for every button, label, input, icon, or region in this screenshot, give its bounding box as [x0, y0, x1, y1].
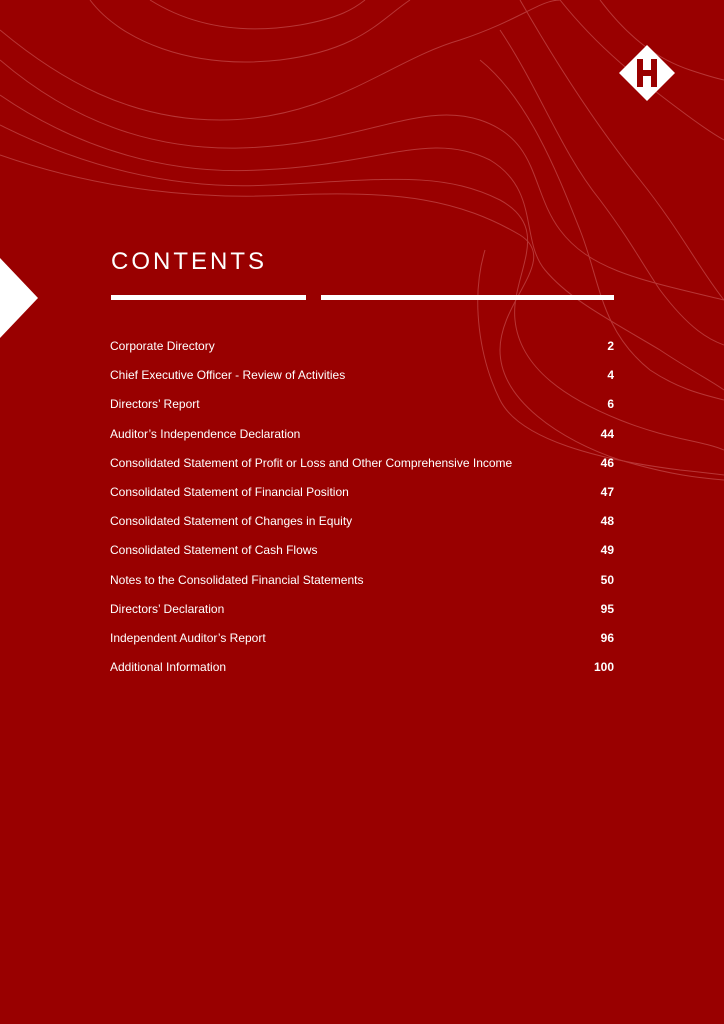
diamond-h-logo-icon	[618, 44, 676, 102]
toc-entry-page-number: 50	[600, 572, 614, 587]
title-underline-left	[111, 295, 306, 300]
toc-entry[interactable]	[110, 599, 614, 628]
toc-entry-page-number: 48	[600, 514, 614, 529]
toc-entry[interactable]	[110, 482, 614, 511]
toc-entry-label: Consolidated Statement of Changes in Equity	[110, 514, 353, 529]
toc-entry-label: Consolidated Statement of Financial Position	[110, 484, 349, 499]
toc-entry-page-number: 6	[607, 397, 614, 412]
toc-entry-page-number: 4	[607, 368, 614, 383]
toc-entry[interactable]	[110, 540, 614, 569]
toc-entry[interactable]	[110, 394, 614, 423]
toc-entry-label: Notes to the Consolidated Financial Statements	[110, 572, 364, 587]
toc-entry-page-number: 2	[607, 339, 614, 353]
toc-entry[interactable]	[110, 628, 614, 657]
toc-entry-label: Directors’ Report	[110, 397, 200, 412]
toc-entry-page-number: 95	[600, 601, 614, 616]
toc-entry[interactable]	[110, 336, 614, 365]
table-of-contents	[110, 336, 614, 686]
page-title: CONTENTS	[111, 248, 267, 275]
toc-entry[interactable]	[110, 511, 614, 540]
toc-entry-label: Directors’ Declaration	[110, 601, 225, 616]
toc-entry-label: Chief Executive Officer - Review of Activities	[110, 368, 346, 383]
toc-entry-label: Consolidated Statement of Cash Flows	[110, 543, 318, 558]
toc-entry-label: Consolidated Statement of Profit or Loss and Other Comprehensive Income	[110, 455, 513, 470]
toc-entry-page-number: 47	[600, 484, 614, 499]
toc-entry[interactable]	[110, 424, 614, 453]
toc-entry-page-number: 46	[600, 455, 614, 470]
toc-entry[interactable]	[110, 570, 614, 599]
toc-entry-label: Additional Information	[110, 660, 227, 675]
toc-entry-page-number: 49	[600, 543, 614, 558]
triangle-arrow-icon	[0, 258, 40, 338]
toc-entry-page-number: 96	[600, 630, 614, 645]
toc-entry-label: Auditor’s Independence Declaration	[110, 426, 301, 441]
toc-entry[interactable]	[110, 657, 614, 686]
toc-entry-page-number: 44	[600, 426, 614, 441]
toc-entry-label: Independent Auditor’s Report	[110, 630, 266, 645]
toc-entry[interactable]	[110, 365, 614, 394]
toc-entry-label: Corporate Directory	[110, 339, 215, 353]
toc-entry[interactable]	[110, 453, 614, 482]
toc-entry-page-number: 100	[593, 660, 614, 675]
title-underline-right	[321, 295, 614, 300]
